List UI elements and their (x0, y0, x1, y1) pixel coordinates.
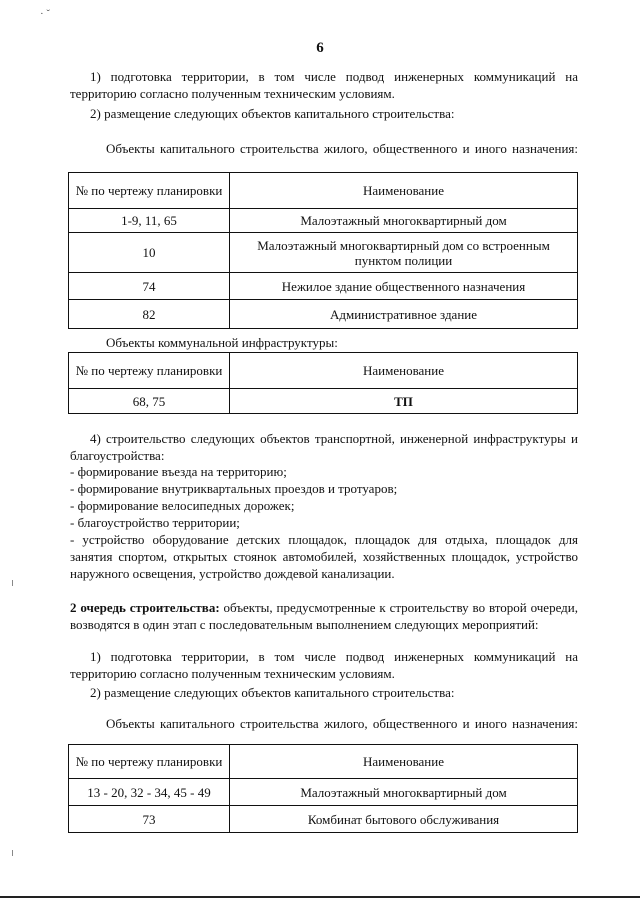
cell-name: Малоэтажный многоквартирный дом (230, 779, 578, 806)
header-plan-number: № по чертежу планировки (69, 745, 230, 779)
table-header-row (69, 353, 578, 389)
corner-scan-mark: · ˇ (40, 8, 51, 20)
stage1-item-4: 4) строительство следующих объектов транспортной, инженерной инфраструктуры и благоустройства: (70, 431, 578, 463)
bullet-item: - устройство оборудование детских площадок, площадок для отдыха, площадок для занятия спортом, открытых стоянок автомобилей, хозяйственных площадок, устройство наружного освещения, устройство дождевой канализации. (70, 532, 578, 581)
header-plan-number: № по чертежу планировки (69, 353, 230, 389)
table-header-row (69, 173, 578, 209)
header-plan-number: № по чертежу планировки (69, 173, 230, 209)
scan-artifact-tick (12, 850, 13, 856)
table-row (69, 233, 578, 273)
cell-plan-number: 68, 75 (69, 389, 230, 414)
cell-name: Малоэтажный многоквартирный дом со встроенным пунктом полиции (230, 233, 578, 273)
bottom-edge-line (0, 896, 640, 898)
table-residential-public (68, 172, 578, 329)
cell-plan-number: 1-9, 11, 65 (69, 209, 230, 233)
table-row (69, 779, 578, 806)
cell-plan-number: 13 - 20, 32 - 34, 45 - 49 (69, 779, 230, 806)
header-name: Наименование (230, 173, 578, 209)
table-row (69, 806, 578, 833)
header-name: Наименование (230, 353, 578, 389)
cell-plan-number: 73 (69, 806, 230, 833)
cell-name: Административное здание (230, 300, 578, 329)
cell-name: Малоэтажный многоквартирный дом (230, 209, 578, 233)
scan-artifact-tick (12, 580, 13, 586)
cell-name: Нежилое здание общественного назначения (230, 273, 578, 300)
bullet-item: - формирование велосипедных дорожек; (70, 498, 295, 513)
table-row (69, 209, 578, 233)
cell-name: Комбинат бытового обслуживания (230, 806, 578, 833)
stage1-item-2: 2) размещение следующих объектов капитального строительства: (90, 106, 455, 121)
table2-caption: Объекты коммунальной инфраструктуры: (106, 335, 338, 350)
stage1-item-1: 1) подготовка территории, в том числе подвод инженерных коммуникаций на территорию согласно полученным техническим условиям. (70, 69, 578, 101)
stage2-table-caption: Объекты капитального строительства жилого, общественного и иного назначения: (106, 716, 578, 731)
cell-name: ТП (230, 389, 578, 414)
cell-plan-number: 74 (69, 273, 230, 300)
cell-plan-number: 10 (69, 233, 230, 273)
header-name: Наименование (230, 745, 578, 779)
table-row (69, 389, 578, 414)
table-header-row (69, 745, 578, 779)
table-row (69, 273, 578, 300)
stage2-heading-text: объекты, предусмотренные к строительству во второй очереди, возводятся в один этап с последовательным выполнением следующих мероприятий: (70, 600, 578, 632)
cell-plan-number: 82 (69, 300, 230, 329)
stage2-item-2: 2) размещение следующих объектов капитального строительства: (90, 685, 455, 700)
table1-caption: Объекты капитального строительства жилого, общественного и иного назначения: (106, 141, 578, 156)
stage2-heading (70, 599, 578, 633)
table-row (69, 300, 578, 329)
table-stage2-residential-public (68, 744, 578, 833)
stage2-item-1: 1) подготовка территории, в том числе подвод инженерных коммуникаций на территорию согласно полученным техническим условиям. (70, 649, 578, 681)
bullet-item: - благоустройство территории; (70, 515, 240, 530)
page-number: 6 (316, 40, 324, 56)
stage2-heading-bold: 2 очередь строительства: (70, 600, 220, 615)
table-utility-infrastructure (68, 352, 578, 414)
bullet-item: - формирование въезда на территорию; (70, 464, 287, 479)
bullet-item: - формирование внутриквартальных проездов и тротуаров; (70, 481, 398, 496)
